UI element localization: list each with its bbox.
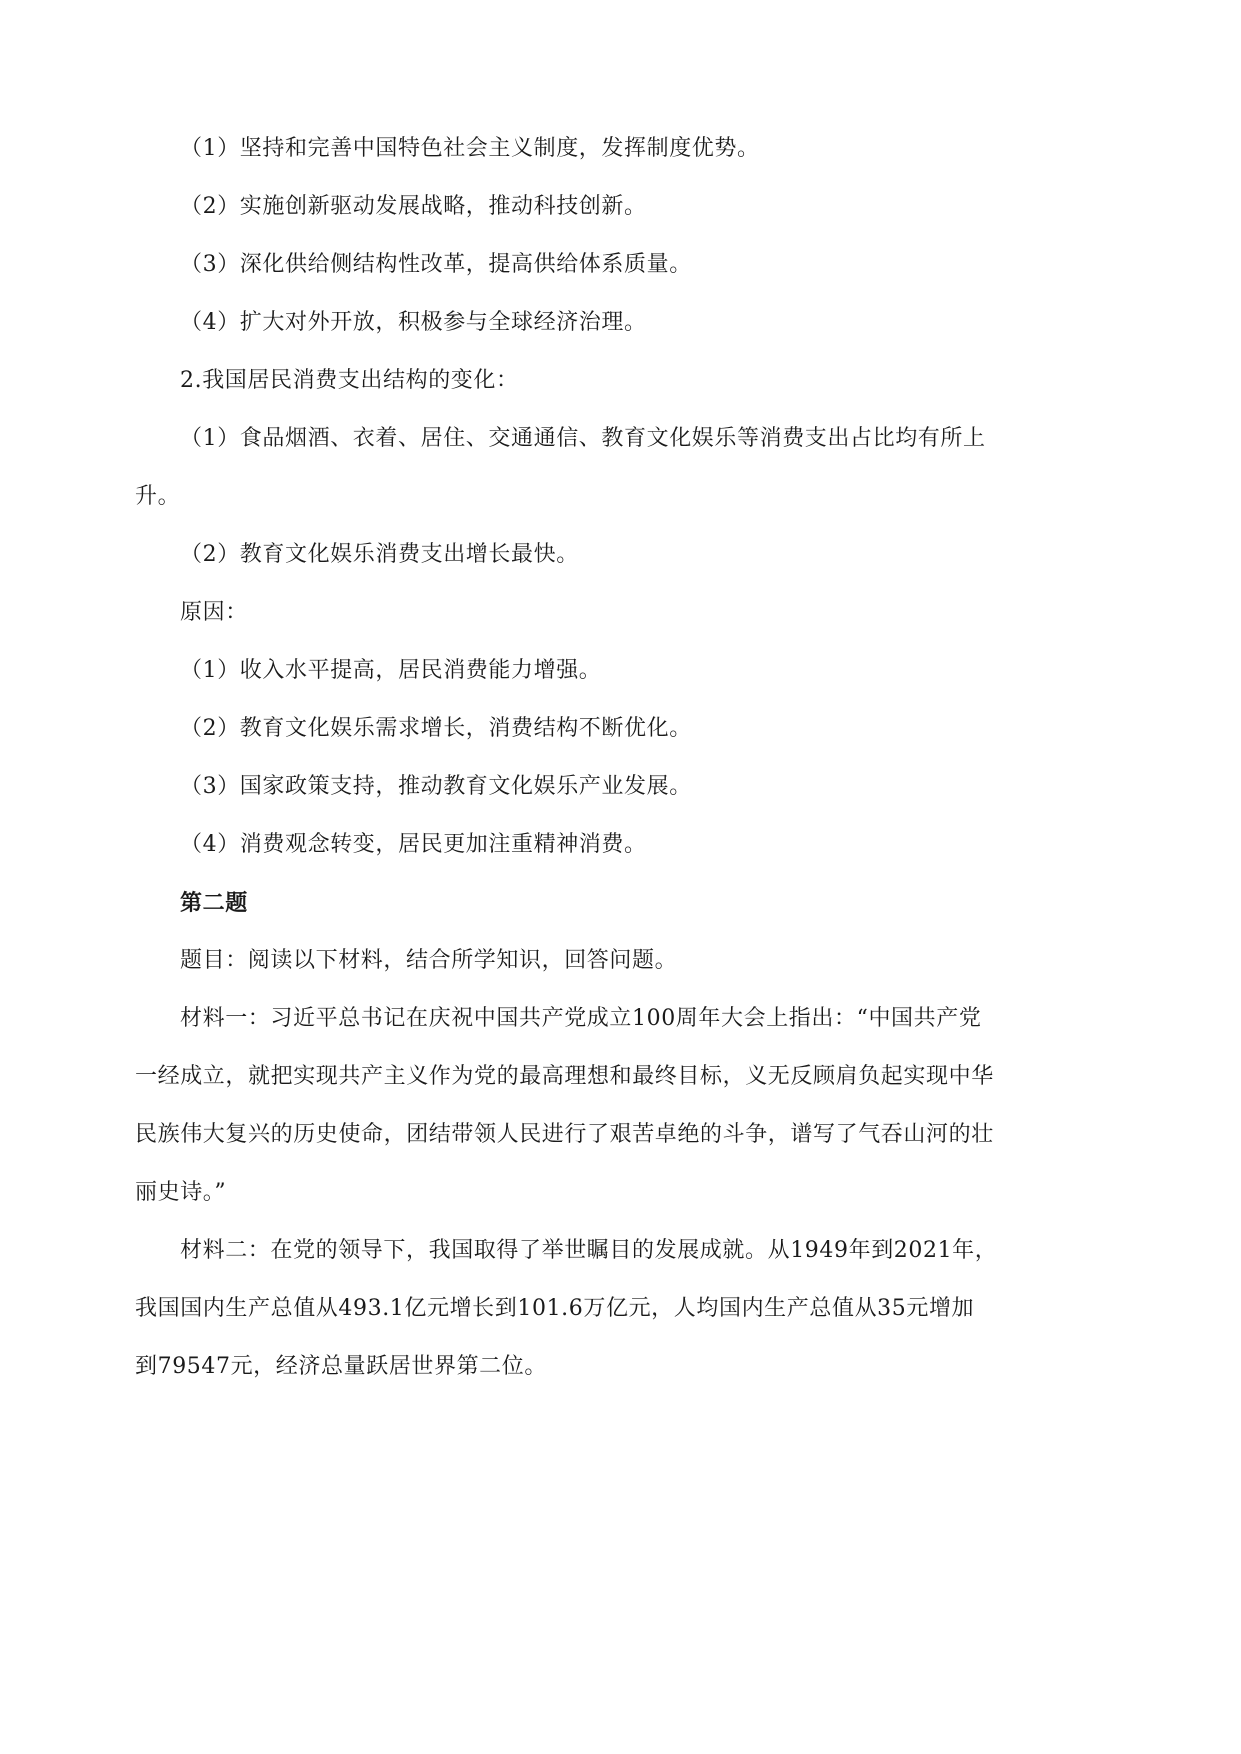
text-line: 我国国内生产总值从493.1亿元增长到101.6万亿元，人均国内生产总值从35元增加 (135, 1296, 975, 1321)
text-line: （4）扩大对外开放，积极参与全球经济治理。 (180, 310, 647, 335)
text-line: （1）收入水平提高，居民消费能力增强。 (180, 658, 602, 683)
text-line: （3）国家政策支持，推动教育文化娱乐产业发展。 (180, 774, 692, 799)
text-line: 民族伟大复兴的历史使命，团结带领人民进行了艰苦卓绝的斗争，谱写了气吞山河的壮 (135, 1122, 994, 1147)
text-line: 丽史诗。” (135, 1180, 227, 1205)
text-line: （3）深化供给侧结构性改革，提高供给体系质量。 (180, 252, 692, 277)
text-line: （1）坚持和完善中国特色社会主义制度，发挥制度优势。 (180, 136, 760, 161)
text-line: 材料一：习近平总书记在庆祝中国共产党成立100周年大会上指出：“中国共产党 (180, 1006, 982, 1031)
text-line: （2）实施创新驱动发展战略，推动科技创新。 (180, 194, 647, 219)
text-line: （4）消费观念转变，居民更加注重精神消费。 (180, 832, 647, 857)
text-line: （1）食品烟酒、衣着、居住、交通通信、教育文化娱乐等消费支出占比均有所上 (180, 426, 986, 451)
text-line: （2）教育文化娱乐消费支出增长最快。 (180, 542, 579, 567)
text-line: 到79547元，经济总量跃居世界第二位。 (135, 1354, 547, 1379)
question-heading: 第二题 (180, 890, 248, 916)
text-line: 题目：阅读以下材料，结合所学知识，回答问题。 (180, 948, 678, 973)
text-line: 一经成立，就把实现共产主义作为党的最高理想和最终目标，义无反顾肩负起实现中华 (135, 1064, 994, 1089)
text-line: 材料二：在党的领导下，我国取得了举世瞩目的发展成就。从1949年到2021年， (180, 1238, 998, 1263)
text-line: 原因： (180, 600, 248, 625)
text-line: （2）教育文化娱乐需求增长，消费结构不断优化。 (180, 716, 692, 741)
section-heading: 2.我国居民消费支出结构的变化： (180, 368, 519, 393)
text-line: 升。 (135, 484, 181, 509)
